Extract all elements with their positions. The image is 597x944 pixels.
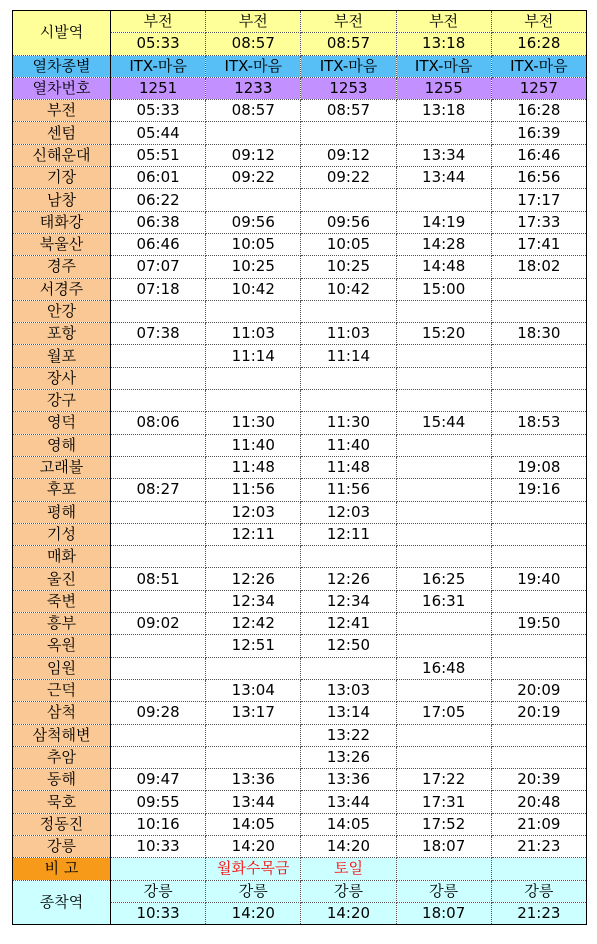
stop-time <box>301 546 396 568</box>
stop-time: 13:36 <box>206 769 301 791</box>
stop-time: 20:09 <box>491 679 586 701</box>
stop-station-name: 죽변 <box>13 590 111 612</box>
stop-time: 09:22 <box>206 167 301 189</box>
train-type: ITX-마음 <box>491 55 586 77</box>
stop-row <box>13 144 587 166</box>
stop-time <box>111 300 206 322</box>
stop-time: 13:14 <box>301 702 396 724</box>
stop-time <box>206 724 301 746</box>
stop-time <box>491 546 586 568</box>
stop-time: 13:34 <box>396 144 491 166</box>
stop-station-name: 영해 <box>13 434 111 456</box>
stop-time: 10:05 <box>206 233 301 255</box>
stop-time <box>111 657 206 679</box>
stop-time <box>396 613 491 635</box>
stop-time: 18:07 <box>396 835 491 857</box>
stop-time <box>396 501 491 523</box>
stop-time: 16:56 <box>491 167 586 189</box>
stop-time: 12:41 <box>301 613 396 635</box>
stop-time: 07:07 <box>111 256 206 278</box>
origin-station: 부전 <box>491 11 586 33</box>
stop-time: 10:05 <box>301 233 396 255</box>
stop-time: 15:20 <box>396 323 491 345</box>
stop-station-name: 부전 <box>13 100 111 122</box>
stop-time <box>491 635 586 657</box>
stop-time: 12:03 <box>206 501 301 523</box>
stop-time: 20:19 <box>491 702 586 724</box>
stop-time: 21:09 <box>491 813 586 835</box>
stop-time: 10:25 <box>301 256 396 278</box>
stop-station-name: 남창 <box>13 189 111 211</box>
stop-time <box>111 367 206 389</box>
stop-time <box>396 434 491 456</box>
remarks-value: 월화수목금 <box>206 858 301 880</box>
stop-time: 11:40 <box>301 434 396 456</box>
stop-row <box>13 434 587 456</box>
stop-time: 12:11 <box>301 523 396 545</box>
stop-time <box>206 546 301 568</box>
stop-time: 09:02 <box>111 613 206 635</box>
stop-row <box>13 791 587 813</box>
stop-time: 16:28 <box>491 100 586 122</box>
stop-time: 08:27 <box>111 479 206 501</box>
stop-station-name: 삼척해변 <box>13 724 111 746</box>
stop-time: 16:25 <box>396 568 491 590</box>
stop-station-name: 신해운대 <box>13 144 111 166</box>
stop-time: 17:33 <box>491 211 586 233</box>
dest-time: 14:20 <box>206 902 301 924</box>
stop-time: 09:56 <box>301 211 396 233</box>
stop-time <box>111 724 206 746</box>
stop-station-name: 기성 <box>13 523 111 545</box>
stop-time: 13:18 <box>396 100 491 122</box>
stop-time <box>111 546 206 568</box>
stop-station-name: 강구 <box>13 390 111 412</box>
stop-time: 12:34 <box>301 590 396 612</box>
stop-time <box>206 367 301 389</box>
train-number: 1233 <box>206 77 301 99</box>
stop-row <box>13 345 587 367</box>
stop-row <box>13 412 587 434</box>
stop-time: 09:12 <box>301 144 396 166</box>
stop-time <box>301 122 396 144</box>
train-type: ITX-마음 <box>111 55 206 77</box>
stop-time <box>396 345 491 367</box>
stop-time <box>491 278 586 300</box>
stop-row <box>13 456 587 478</box>
train-number-row <box>13 77 587 99</box>
stop-row <box>13 300 587 322</box>
stop-time: 16:31 <box>396 590 491 612</box>
train-type-label: 열차종별 <box>13 55 111 77</box>
origin-time: 08:57 <box>301 33 396 55</box>
stop-row <box>13 523 587 545</box>
stop-station-name: 안강 <box>13 300 111 322</box>
stop-station-name: 임원 <box>13 657 111 679</box>
stop-time: 19:40 <box>491 568 586 590</box>
stop-time: 17:05 <box>396 702 491 724</box>
train-type: ITX-마음 <box>206 55 301 77</box>
stop-time: 11:40 <box>206 434 301 456</box>
origin-station: 부전 <box>206 11 301 33</box>
stop-station-name: 서경주 <box>13 278 111 300</box>
origin-station: 부전 <box>396 11 491 33</box>
stop-time: 09:47 <box>111 769 206 791</box>
stop-time <box>491 724 586 746</box>
stop-time: 15:44 <box>396 412 491 434</box>
stop-time <box>111 679 206 701</box>
stop-time: 11:03 <box>301 323 396 345</box>
stop-time: 19:16 <box>491 479 586 501</box>
stop-time <box>491 367 586 389</box>
stop-time: 13:03 <box>301 679 396 701</box>
train-type-row <box>13 55 587 77</box>
stop-row <box>13 568 587 590</box>
stop-row <box>13 546 587 568</box>
stop-time: 17:22 <box>396 769 491 791</box>
stop-time <box>396 746 491 768</box>
remarks-row <box>13 858 587 880</box>
stop-station-name: 영덕 <box>13 412 111 434</box>
stop-station-name: 정동진 <box>13 813 111 835</box>
stop-station-name: 기장 <box>13 167 111 189</box>
stop-station-name: 후포 <box>13 479 111 501</box>
stop-station-name: 동해 <box>13 769 111 791</box>
stop-station-name: 근덕 <box>13 679 111 701</box>
stop-time <box>396 523 491 545</box>
stop-time: 15:00 <box>396 278 491 300</box>
stop-station-name: 추암 <box>13 746 111 768</box>
stop-station-name: 묵호 <box>13 791 111 813</box>
origin-station: 부전 <box>111 11 206 33</box>
stop-time <box>301 657 396 679</box>
stop-time <box>396 724 491 746</box>
train-number: 1255 <box>396 77 491 99</box>
stop-time: 10:42 <box>301 278 396 300</box>
stop-row <box>13 100 587 122</box>
train-type: ITX-마음 <box>396 55 491 77</box>
stop-station-name: 월포 <box>13 345 111 367</box>
stop-time <box>206 746 301 768</box>
stop-time: 13:44 <box>301 791 396 813</box>
stop-time <box>396 679 491 701</box>
stop-time: 12:26 <box>301 568 396 590</box>
stop-row <box>13 256 587 278</box>
stop-time: 16:39 <box>491 122 586 144</box>
stop-time <box>111 456 206 478</box>
stop-row <box>13 211 587 233</box>
stop-station-name: 평해 <box>13 501 111 523</box>
stop-time: 13:04 <box>206 679 301 701</box>
stop-time: 05:33 <box>111 100 206 122</box>
stop-time <box>301 300 396 322</box>
stop-station-name: 센텀 <box>13 122 111 144</box>
stop-time: 09:28 <box>111 702 206 724</box>
stop-time <box>491 657 586 679</box>
stop-time: 10:16 <box>111 813 206 835</box>
stop-time: 13:17 <box>206 702 301 724</box>
dest-station: 강릉 <box>491 880 586 902</box>
stop-row <box>13 813 587 835</box>
stop-station-name: 포항 <box>13 323 111 345</box>
stop-row <box>13 746 587 768</box>
stop-time: 20:39 <box>491 769 586 791</box>
train-number: 1257 <box>491 77 586 99</box>
stop-station-name: 옥원 <box>13 635 111 657</box>
stop-time <box>491 345 586 367</box>
dest-station: 강릉 <box>301 880 396 902</box>
stop-time: 19:50 <box>491 613 586 635</box>
stop-station-name: 울진 <box>13 568 111 590</box>
stop-row <box>13 835 587 857</box>
remarks-value <box>396 858 491 880</box>
stop-time <box>491 300 586 322</box>
stop-time: 09:55 <box>111 791 206 813</box>
stop-time: 11:56 <box>301 479 396 501</box>
origin-station-row <box>13 11 587 33</box>
stop-time: 06:38 <box>111 211 206 233</box>
stop-row <box>13 769 587 791</box>
stop-time: 13:26 <box>301 746 396 768</box>
stop-time <box>301 367 396 389</box>
stop-time: 12:34 <box>206 590 301 612</box>
stop-time: 07:18 <box>111 278 206 300</box>
stop-time: 13:22 <box>301 724 396 746</box>
stop-row <box>13 367 587 389</box>
stop-station-name: 강릉 <box>13 835 111 857</box>
stop-row <box>13 233 587 255</box>
stop-time <box>111 345 206 367</box>
origin-time: 13:18 <box>396 33 491 55</box>
stop-time: 19:08 <box>491 456 586 478</box>
stop-row <box>13 390 587 412</box>
stop-time: 09:56 <box>206 211 301 233</box>
stop-time: 20:48 <box>491 791 586 813</box>
stop-station-name: 장사 <box>13 367 111 389</box>
stop-time <box>491 434 586 456</box>
stop-time: 14:20 <box>301 835 396 857</box>
stop-time <box>111 635 206 657</box>
stop-time: 11:48 <box>206 456 301 478</box>
dest-station: 강릉 <box>206 880 301 902</box>
stop-time: 10:42 <box>206 278 301 300</box>
stop-time: 14:28 <box>396 233 491 255</box>
stop-time: 06:01 <box>111 167 206 189</box>
stop-time: 09:12 <box>206 144 301 166</box>
stop-time: 06:22 <box>111 189 206 211</box>
stop-time <box>396 479 491 501</box>
stop-time: 18:30 <box>491 323 586 345</box>
stop-time: 11:48 <box>301 456 396 478</box>
stop-row <box>13 679 587 701</box>
stop-time <box>396 546 491 568</box>
remarks-value <box>111 858 206 880</box>
stop-time: 11:03 <box>206 323 301 345</box>
stop-station-name: 북울산 <box>13 233 111 255</box>
stop-time: 21:23 <box>491 835 586 857</box>
remarks-value <box>491 858 586 880</box>
timetable-body <box>13 11 587 925</box>
stop-station-name: 삼척 <box>13 702 111 724</box>
stop-time <box>111 434 206 456</box>
stop-row <box>13 479 587 501</box>
stop-station-name: 고래불 <box>13 456 111 478</box>
stop-time <box>206 657 301 679</box>
stop-row <box>13 590 587 612</box>
timetable <box>12 10 587 925</box>
train-number: 1251 <box>111 77 206 99</box>
stop-time <box>111 501 206 523</box>
stop-time: 17:17 <box>491 189 586 211</box>
stop-time: 14:05 <box>206 813 301 835</box>
remarks-label: 비 고 <box>13 858 111 880</box>
stop-time <box>206 189 301 211</box>
stop-row <box>13 702 587 724</box>
origin-station: 부전 <box>301 11 396 33</box>
stop-time: 05:44 <box>111 122 206 144</box>
stop-time: 14:19 <box>396 211 491 233</box>
stop-time: 14:05 <box>301 813 396 835</box>
origin-label: 시발역 <box>13 11 111 56</box>
stop-time <box>206 390 301 412</box>
stop-time: 16:46 <box>491 144 586 166</box>
stop-time: 14:20 <box>206 835 301 857</box>
stop-time: 14:48 <box>396 256 491 278</box>
stop-station-name: 흥부 <box>13 613 111 635</box>
stop-time: 17:31 <box>396 791 491 813</box>
stop-time <box>396 300 491 322</box>
stop-time: 08:57 <box>206 100 301 122</box>
remarks-value: 토일 <box>301 858 396 880</box>
dest-time: 18:07 <box>396 902 491 924</box>
dest-station: 강릉 <box>111 880 206 902</box>
stop-time <box>301 390 396 412</box>
stop-time: 11:56 <box>206 479 301 501</box>
stop-time: 06:46 <box>111 233 206 255</box>
stop-time: 12:51 <box>206 635 301 657</box>
stop-time: 12:42 <box>206 613 301 635</box>
dest-station-row <box>13 880 587 902</box>
stop-row <box>13 278 587 300</box>
stop-time <box>111 746 206 768</box>
stop-time: 13:36 <box>301 769 396 791</box>
stop-time <box>206 300 301 322</box>
stop-time: 05:51 <box>111 144 206 166</box>
train-number-label: 열차번호 <box>13 77 111 99</box>
stop-time <box>396 456 491 478</box>
stop-time <box>206 122 301 144</box>
stop-time: 09:22 <box>301 167 396 189</box>
origin-time: 16:28 <box>491 33 586 55</box>
stop-row <box>13 613 587 635</box>
stop-time: 12:11 <box>206 523 301 545</box>
train-type: ITX-마음 <box>301 55 396 77</box>
train-number: 1253 <box>301 77 396 99</box>
stop-station-name: 경주 <box>13 256 111 278</box>
dest-time: 10:33 <box>111 902 206 924</box>
stop-time: 08:57 <box>301 100 396 122</box>
stop-time <box>396 635 491 657</box>
stop-time <box>491 746 586 768</box>
stop-time: 17:52 <box>396 813 491 835</box>
dest-label: 종착역 <box>13 880 111 925</box>
stop-row <box>13 122 587 144</box>
stop-row <box>13 657 587 679</box>
stop-row <box>13 189 587 211</box>
stop-time: 10:33 <box>111 835 206 857</box>
stop-row <box>13 323 587 345</box>
stop-row <box>13 167 587 189</box>
stop-time: 12:26 <box>206 568 301 590</box>
stop-time: 16:48 <box>396 657 491 679</box>
stop-time: 08:51 <box>111 568 206 590</box>
stop-time <box>111 590 206 612</box>
stop-station-name: 매화 <box>13 546 111 568</box>
stop-time: 12:03 <box>301 501 396 523</box>
origin-time: 05:33 <box>111 33 206 55</box>
stop-time: 08:06 <box>111 412 206 434</box>
stop-time: 11:14 <box>301 345 396 367</box>
origin-time: 08:57 <box>206 33 301 55</box>
stop-row <box>13 724 587 746</box>
stop-time <box>491 590 586 612</box>
stop-row <box>13 501 587 523</box>
stop-time <box>111 523 206 545</box>
stop-time <box>396 122 491 144</box>
stop-time: 11:30 <box>301 412 396 434</box>
dest-station: 강릉 <box>396 880 491 902</box>
stop-time <box>396 189 491 211</box>
stop-time: 12:50 <box>301 635 396 657</box>
stop-time: 07:38 <box>111 323 206 345</box>
stop-time: 18:02 <box>491 256 586 278</box>
stop-time: 11:30 <box>206 412 301 434</box>
stop-time <box>491 390 586 412</box>
stop-time <box>491 523 586 545</box>
stop-time <box>396 367 491 389</box>
stop-time: 11:14 <box>206 345 301 367</box>
stop-time: 18:53 <box>491 412 586 434</box>
dest-time: 21:23 <box>491 902 586 924</box>
stop-time <box>396 390 491 412</box>
stop-time: 13:44 <box>396 167 491 189</box>
stop-time <box>491 501 586 523</box>
stop-time: 17:41 <box>491 233 586 255</box>
stop-row <box>13 635 587 657</box>
stop-time <box>301 189 396 211</box>
stop-time <box>111 390 206 412</box>
stop-time: 13:44 <box>206 791 301 813</box>
stop-time: 10:25 <box>206 256 301 278</box>
dest-time: 14:20 <box>301 902 396 924</box>
stop-station-name: 태화강 <box>13 211 111 233</box>
